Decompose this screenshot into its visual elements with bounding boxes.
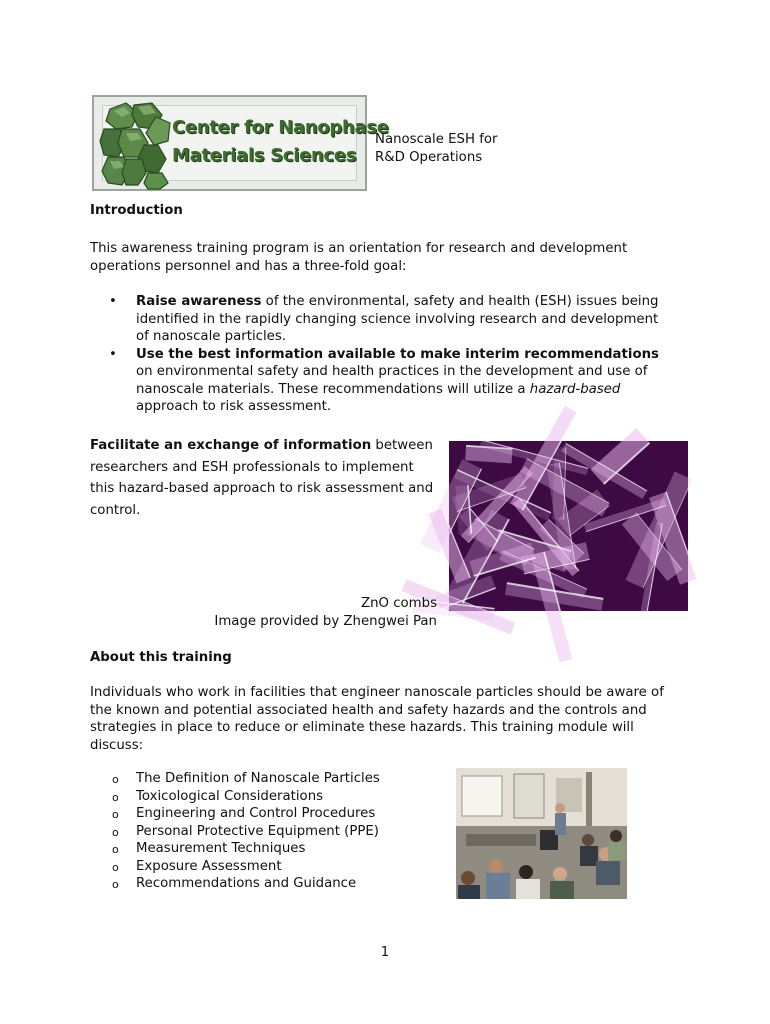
caption-line-1: ZnO combs bbox=[361, 596, 437, 611]
intro-paragraph: This awareness training program is an orientation for research and development operations personnel and has a three-fold goal: bbox=[90, 241, 628, 274]
topic-item: o Engineering and Control Procedures bbox=[112, 805, 432, 823]
document-header bbox=[375, 131, 498, 166]
goal-1-text: of the environmental, safety and health (ESH) issues being identified in the rapidly changing science involving research and development of nanoscale particles. bbox=[136, 294, 659, 344]
center-logo bbox=[92, 95, 389, 191]
goal-item bbox=[109, 346, 674, 416]
facilitate-text: between researchers and ESH professionals to implement this hazard-based approach to risk assessment and control. bbox=[90, 438, 434, 518]
introduction-heading: Introduction bbox=[90, 203, 183, 218]
facilitate-paragraph bbox=[90, 435, 438, 521]
header-line-2: R&D Operations bbox=[375, 149, 483, 165]
topic-item: o Exposure Assessment bbox=[112, 858, 432, 876]
topic-item: o Recommendations and Guidance bbox=[112, 875, 432, 893]
training-session-photo bbox=[456, 768, 627, 899]
logo-line-2: Materials Sciences bbox=[172, 145, 357, 166]
goal-1-bold: Raise awareness bbox=[136, 294, 262, 309]
goal-2-bold: Use the best information available to make interim recommendations bbox=[136, 346, 659, 362]
zno-combs-image bbox=[449, 441, 688, 611]
zno-comb-fiber bbox=[552, 447, 566, 519]
goal-2-italic: hazard-based bbox=[529, 381, 621, 397]
crystal-cluster-icon bbox=[96, 99, 176, 189]
classroom-scene-graphic bbox=[456, 768, 627, 899]
topics-list bbox=[112, 770, 432, 893]
topic-item: o Personal Protective Equipment (PPE) bbox=[112, 823, 432, 841]
goals-list bbox=[109, 293, 674, 416]
zno-fibers-graphic bbox=[449, 441, 688, 611]
topic-item: o Toxicological Considerations bbox=[112, 788, 432, 806]
goal-2-text-after: approach to risk assessment. bbox=[136, 399, 332, 414]
about-paragraph: Individuals who work in facilities that engineer nanoscale particles should be aware of the known and potential associated health and safety hazards and the controls and strategies in place to reduce or eliminate these hazards. This training module will discuss: bbox=[90, 685, 664, 753]
caption-line-2: Image provided by Zhengwei Pan bbox=[214, 613, 437, 629]
goal-2-text: on environmental safety and health practices in the development and use of nanoscale materials. These recommendations will utilize a bbox=[136, 364, 648, 397]
image-caption bbox=[200, 595, 437, 630]
page-number: 1 bbox=[380, 945, 390, 960]
facilitate-bold: Facilitate an exchange of information bbox=[90, 438, 372, 453]
goal-item bbox=[109, 293, 674, 346]
topic-item: o Measurement Techniques bbox=[112, 840, 432, 858]
topic-item: o The Definition of Nanoscale Particles bbox=[112, 770, 432, 788]
header-line-1: Nanoscale ESH for bbox=[375, 132, 498, 147]
logo-line-1: Center for Nanophase bbox=[172, 117, 389, 138]
about-heading: About this training bbox=[90, 650, 232, 665]
